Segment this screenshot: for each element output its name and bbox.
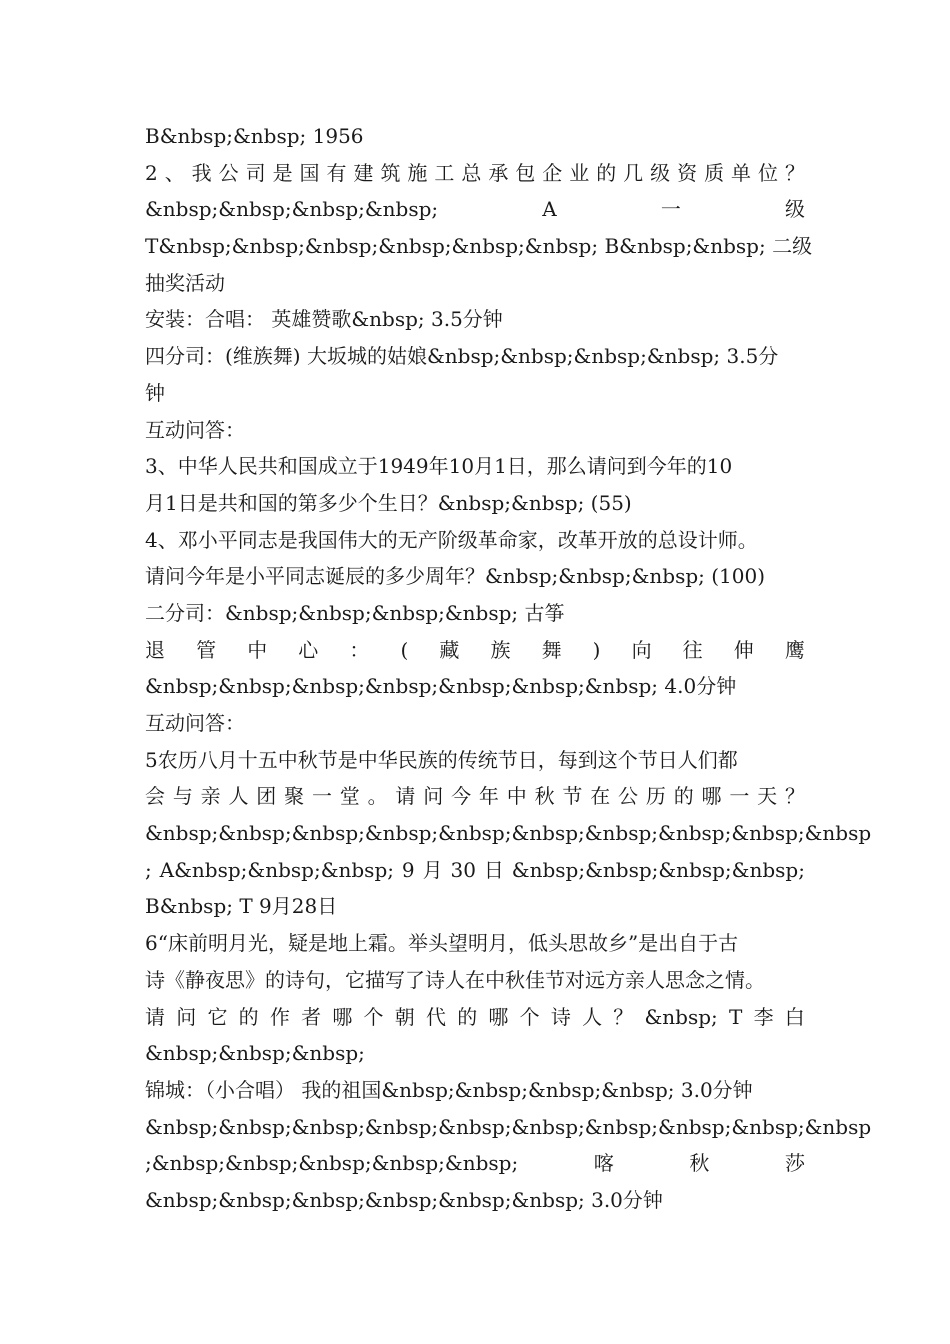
- text-span: 作: [269, 1004, 290, 1029]
- text-span: 舞: [541, 637, 562, 662]
- program-item: [145, 632, 805, 669]
- question-2: 2、我公司是国有建筑施工总承包企业的几级资质单位？: [145, 160, 805, 185]
- text-span: &nbsp;&nbsp;&nbsp;&nbsp;: [145, 197, 439, 222]
- text-line: &nbsp;&nbsp;&nbsp;&nbsp;&nbsp;&nbsp; 3.0分钟: [145, 1187, 663, 1212]
- option-line: [145, 191, 805, 228]
- text-span: 白: [784, 1004, 805, 1029]
- program-item: 锦城：（小合唱） 我的祖国&nbsp;&nbsp;&nbsp;&nbsp; 3.0分钟: [145, 1077, 753, 1102]
- text-span: 哪: [332, 1004, 353, 1029]
- text-span: 鹰: [784, 637, 805, 662]
- text-line: &nbsp;&nbsp;&nbsp;: [145, 1041, 365, 1066]
- text-span: 9: [401, 857, 415, 882]
- text-line: 会与亲人团聚一堂。请问今年中秋节在公历的哪一天？: [145, 784, 805, 809]
- text-span: 的: [238, 1004, 259, 1029]
- text-span: 请: [145, 1004, 165, 1029]
- text-span: T: [729, 1004, 743, 1029]
- text-span: 个: [363, 1004, 384, 1029]
- text-span: 藏: [439, 637, 460, 662]
- text-span: &nbsp;: [644, 1004, 718, 1029]
- text-span: 30: [450, 857, 476, 882]
- text-span: 月: [422, 857, 443, 882]
- text-span: 李: [753, 1004, 774, 1029]
- section-heading: 互动问答：: [145, 711, 245, 735]
- text-span: 个: [519, 1004, 540, 1029]
- text-span: 代: [425, 1004, 446, 1029]
- text-span: 往: [682, 637, 703, 662]
- text-line: 请问今年是小平同志诞辰的多少周年？&nbsp;&nbsp;&nbsp; (100): [145, 564, 766, 589]
- text-line: B&nbsp; T 9月28日: [145, 894, 338, 919]
- text-span: 诗: [550, 1004, 571, 1029]
- text-span: A: [542, 197, 557, 222]
- text-span: 退: [145, 637, 165, 662]
- text-span: 伸: [733, 637, 754, 662]
- text-span: (: [400, 637, 409, 662]
- text-line: &nbsp;&nbsp;&nbsp;&nbsp;&nbsp;&nbsp;&nbsp; 4.0分钟: [145, 674, 737, 699]
- text-span: 心: [298, 637, 319, 662]
- text-span: 它: [207, 1004, 228, 1029]
- text-span: 向: [631, 637, 652, 662]
- program-item: [145, 1145, 805, 1182]
- text-span: 喀: [593, 1151, 614, 1176]
- text-span: 的: [457, 1004, 478, 1029]
- section-heading: 互动问答：: [145, 417, 245, 442]
- text-span: ？: [613, 1004, 634, 1029]
- program-item: 二分司：&nbsp;&nbsp;&nbsp;&nbsp; 古筝: [145, 600, 565, 625]
- text-line: [145, 999, 805, 1036]
- text-span: ;&nbsp;&nbsp;&nbsp;&nbsp;&nbsp;: [145, 1151, 519, 1176]
- text-span: 日: [483, 857, 504, 882]
- text-span: 族: [490, 637, 511, 662]
- text-line: 月1日是共和国的第多少个生日？&nbsp;&nbsp; (55): [145, 490, 632, 515]
- question-6: 6“床前明月光，疑是地上霜。举头望明月，低头思故乡”是出自于古: [145, 931, 739, 956]
- text-line: 钟: [145, 380, 165, 405]
- text-span: 问: [176, 1004, 197, 1029]
- text-line: 诗《静夜思》的诗句，它描写了诗人在中秋佳节对远方亲人思念之情。: [145, 967, 765, 992]
- text-span: 管: [196, 637, 217, 662]
- question-4: 4、邓小平同志是我国伟大的无产阶级革命家，改革开放的总设计师。: [145, 527, 758, 552]
- text-span: 级: [785, 197, 805, 222]
- text-span: ：: [349, 637, 370, 662]
- text-line: T&nbsp;&nbsp;&nbsp;&nbsp;&nbsp;&nbsp; B&nbsp;&nbsp; 二级: [145, 234, 813, 259]
- text-span: 秋: [689, 1151, 710, 1176]
- program-item: 安装：合唱： 英雄赞歌&nbsp; 3.5分钟: [145, 307, 503, 332]
- text-span: ;: [145, 857, 152, 882]
- section-heading: 抽奖活动: [145, 270, 225, 295]
- text-line: &nbsp;&nbsp;&nbsp;&nbsp;&nbsp;&nbsp;&nbsp;&nbsp;&nbsp;&nbsp: [145, 1114, 872, 1139]
- text-span: 哪: [488, 1004, 509, 1029]
- text-span: &nbsp;&nbsp;&nbsp;&nbsp;: [511, 857, 805, 882]
- text-line: &nbsp;&nbsp;&nbsp;&nbsp;&nbsp;&nbsp;&nbsp;&nbsp;&nbsp;&nbsp: [145, 821, 872, 846]
- option-line: [145, 852, 805, 889]
- text-line: B&nbsp;&nbsp; 1956: [145, 124, 364, 148]
- text-span: 朝: [394, 1004, 415, 1029]
- text-span: ): [592, 637, 601, 662]
- text-span: 者: [301, 1004, 322, 1029]
- text-span: 人: [582, 1004, 603, 1029]
- text-span: A&nbsp;&nbsp;&nbsp;: [159, 857, 394, 882]
- document-body: [145, 118, 872, 1219]
- question-3: 3、中华人民共和国成立于1949年10月1日，那么请问到今年的10: [145, 454, 733, 479]
- program-item: 四分司：(维族舞) 大坂城的姑娘&nbsp;&nbsp;&nbsp;&nbsp; 3.5分: [145, 344, 779, 369]
- text-span: 莎: [784, 1151, 805, 1176]
- text-span: 中: [247, 637, 268, 662]
- question-5: 5农历八月十五中秋节是中华民族的传统节日，每到这个节日人们都: [145, 747, 738, 772]
- text-span: 一: [660, 197, 681, 222]
